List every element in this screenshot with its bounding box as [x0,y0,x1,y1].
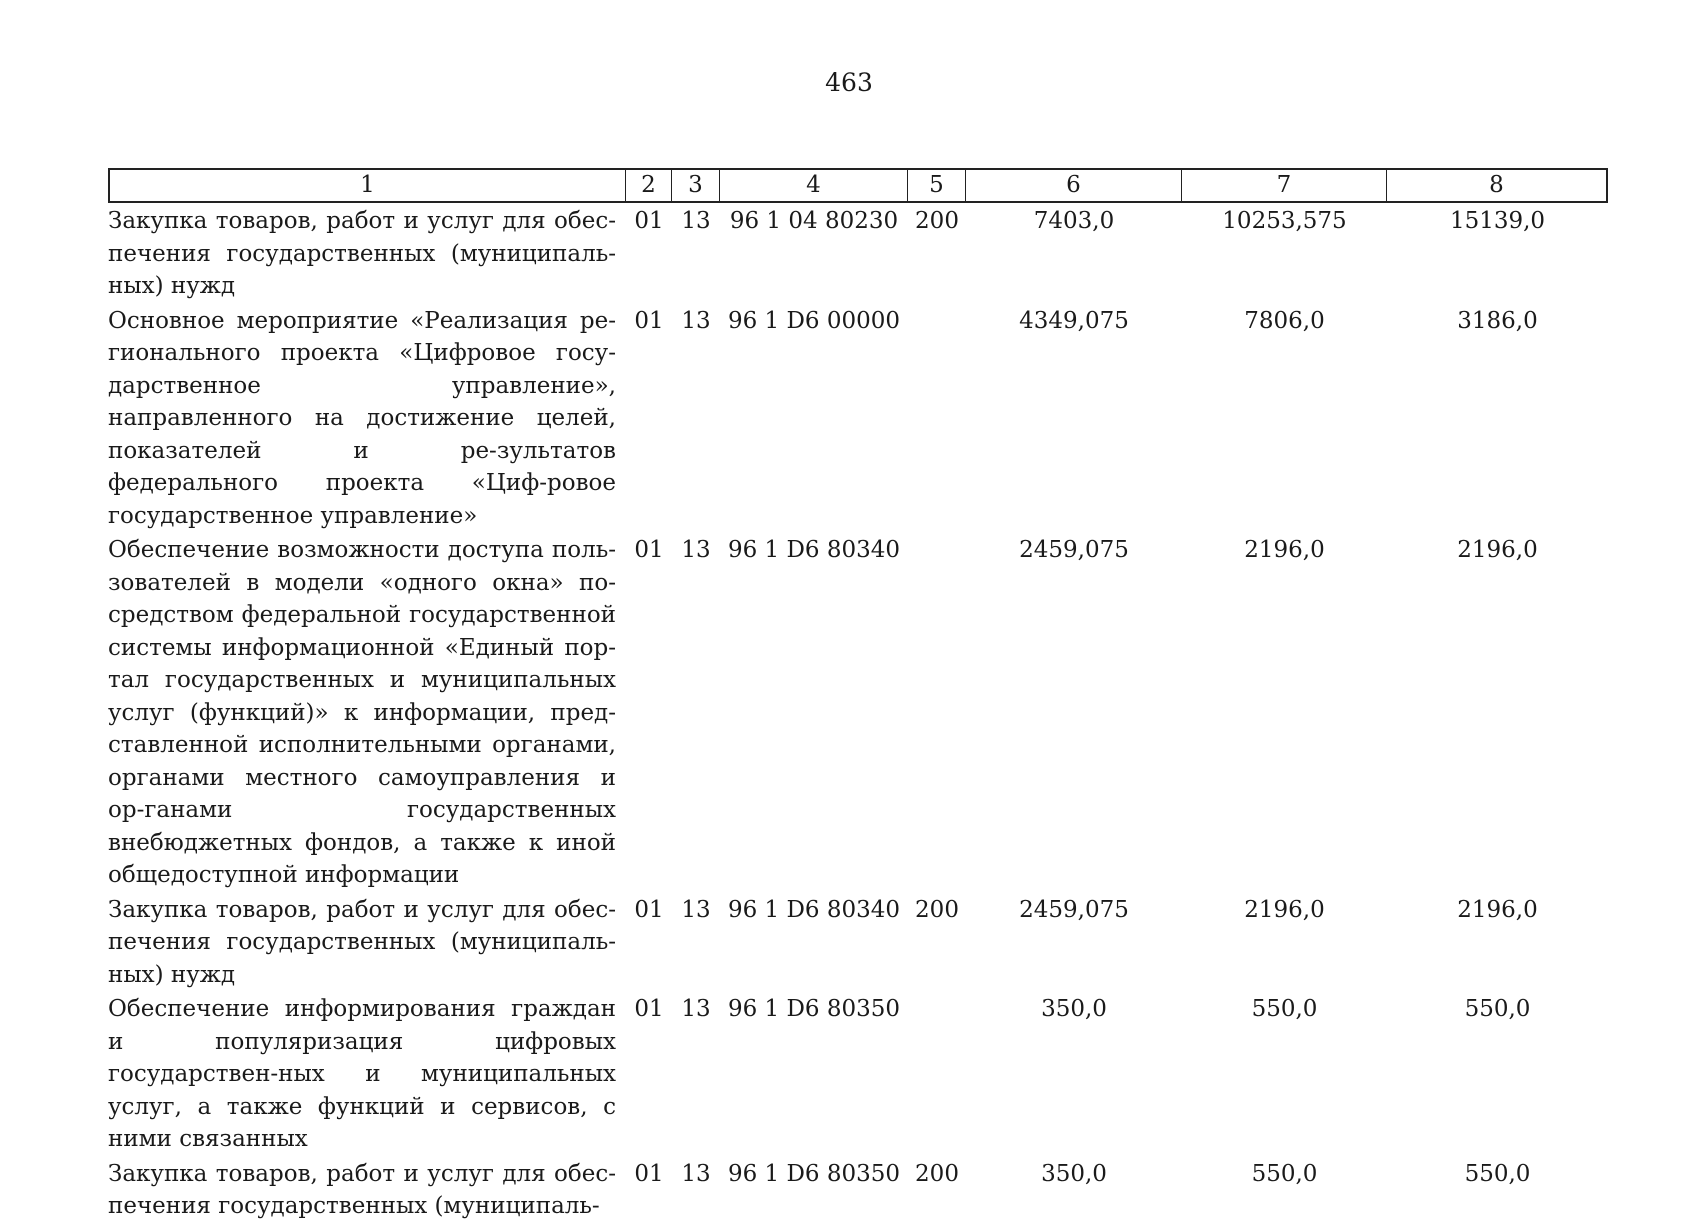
row-amount-col6: 350,0 [1041,1160,1107,1187]
row-target-article: 96 1 04 80230 [729,208,899,234]
column-header-6: 6 [966,168,1182,203]
row-target-article: 96 1 D6 80350 [727,996,901,1022]
row-amount-col6: 2459,075 [1019,537,1129,563]
row-amount-col6: 2459,075 [1019,896,1129,923]
row-amount-col8: 3186,0 [1457,307,1538,334]
row-amount-col7: 2196,0 [1244,896,1325,923]
row-target-article: 96 1 D6 80340 [727,537,901,563]
row-expense-type [908,303,966,533]
column-header-1: 1 [108,168,626,203]
row-amount-col7: 10253,575 [1222,208,1347,234]
row-expense-type: 200 [915,208,959,234]
row-amount-col8: 15139,0 [1449,208,1546,234]
row-amount-col6: 350,0 [1041,996,1107,1022]
row-amount-col8: 550,0 [1464,1160,1531,1187]
row-expense-type [908,991,966,1156]
row-target-article: 96 1 D6 80350 [727,1160,901,1187]
row-expense-type: 200 [915,896,959,923]
row-section-code: 01 [634,896,664,923]
row-section-code: 01 [634,1160,664,1187]
page-number: 463 [825,68,873,97]
row-amount-col6: 4349,075 [1019,307,1129,334]
column-header-8: 8 [1387,168,1608,203]
row-description: Закупка товаров, работ и услуг для обес-печения государственных (муниципаль-ных) нужд [108,208,616,299]
row-subsection-code: 13 [681,1160,711,1187]
column-header-2: 2 [626,168,672,203]
row-description: Обеспечение возможности доступа поль-зователей в модели «одного окна» по-средством федеральной государственной системы информационной «Единый пор-тал государственных и муниципальных услуг (функций)» к информации, пред-ставленной исполнительными органами, органами местного самоуправления и ор-ганами государственных внебюджетных фондов, а также к иной общедоступной информации [108,537,616,888]
row-subsection-code: 13 [681,307,711,334]
row-description: Основное мероприятие «Реализация ре-гионального проекта «Цифровое госу-дарственное управление», направленного на достижение целей, показателей и ре-зультатов федерального проекта «Циф-ровое государственное управление» [108,307,616,529]
row-subsection-code: 13 [681,896,711,923]
row-subsection-code: 13 [681,208,711,234]
row-amount-col7: 550,0 [1251,996,1318,1022]
row-amount-col8: 2196,0 [1457,896,1538,923]
row-subsection-code: 13 [681,996,711,1022]
row-expense-type: 200 [915,1160,959,1187]
column-header-5: 5 [908,168,966,203]
row-section-code: 01 [634,537,664,563]
column-header-4: 4 [720,168,908,203]
row-description: Закупка товаров, работ и услуг для обес-печения государственных (муниципаль- [108,1160,616,1219]
row-amount-col7: 2196,0 [1244,537,1325,563]
row-subsection-code: 13 [681,537,711,563]
row-amount-col8: 550,0 [1464,996,1531,1022]
row-target-article: 96 1 D6 00000 [727,307,901,334]
row-section-code: 01 [634,208,664,234]
row-target-article: 96 1 D6 80340 [727,896,901,923]
row-section-code: 01 [634,996,664,1022]
column-header-7: 7 [1182,168,1387,203]
row-amount-col7: 550,0 [1251,1160,1318,1187]
row-amount-col7: 7806,0 [1244,307,1325,334]
row-expense-type [908,532,966,892]
budget-table [108,168,1608,1223]
row-amount-col6: 7403,0 [1033,208,1115,234]
row-description: Закупка товаров, работ и услуг для обес-печения государственных (муниципаль-ных) нужд [108,896,616,988]
row-section-code: 01 [634,307,664,334]
row-amount-col8: 2196,0 [1457,537,1538,563]
column-header-3: 3 [672,168,720,203]
row-description: Обеспечение информирования граждан и популяризация цифровых государствен-ных и муниципальных услуг, а также функций и сервисов, с ними связанных [108,996,616,1152]
